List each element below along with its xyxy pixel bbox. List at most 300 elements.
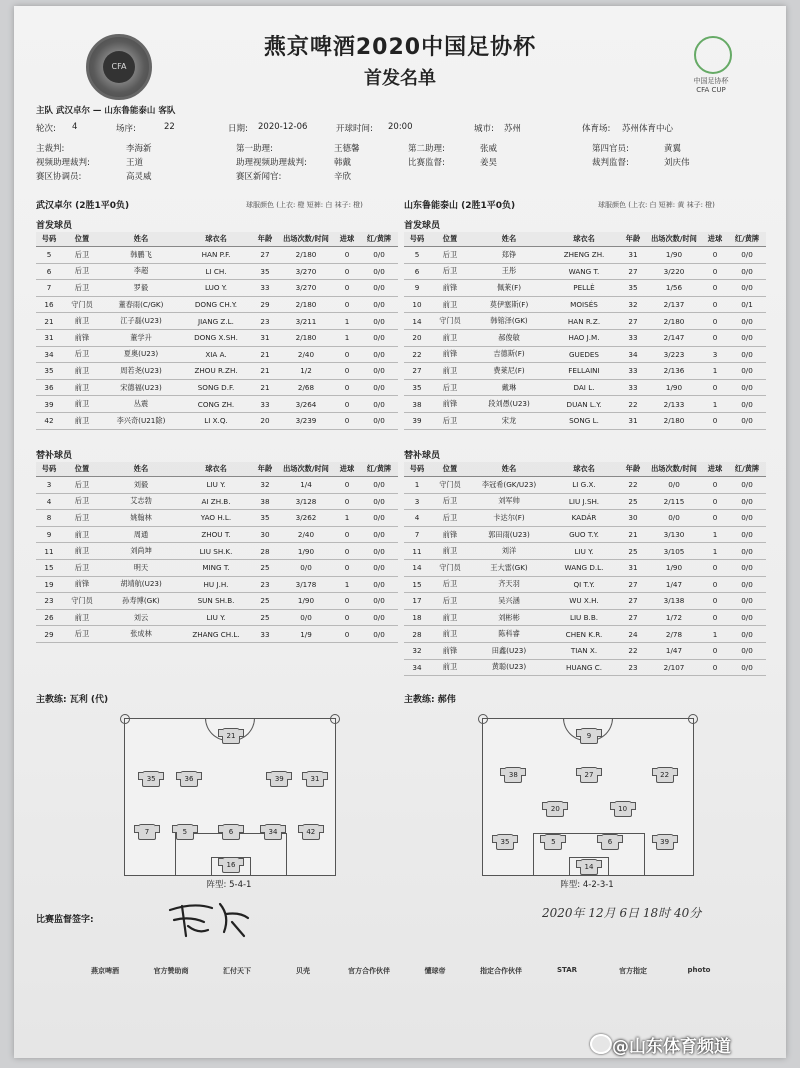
table-row [36,559,398,576]
player-age: 33 [620,379,646,396]
cards: 0/0 [728,379,766,396]
away-team-name: 山东鲁能泰山 (2胜1平0负) [404,201,516,211]
shirt-name: GUO T.Y. [548,526,620,543]
cards: 0/0 [728,526,766,543]
player-name: 宋德福(U23) [102,379,180,396]
player-position: 前卫 [62,313,102,330]
table-row [36,396,398,413]
appearances: 1/90 [278,593,334,610]
table-row [404,346,766,363]
column-header: 年龄 [252,462,278,477]
column-header: 姓名 [102,232,180,247]
player-position: 后卫 [62,626,102,643]
player-age: 33 [252,626,278,643]
player-position: 守门员 [62,593,102,610]
shirt-name: FELLAINI [548,363,620,380]
player-age: 35 [252,263,278,280]
player-position: 前卫 [62,609,102,626]
appearances: 0/0 [646,510,702,527]
column-header: 球衣名 [548,232,620,247]
table-row [404,280,766,297]
shirt-name: ZHOU R.ZH. [180,363,252,380]
home-formation-pitch [124,718,336,876]
player-age: 27 [620,576,646,593]
handwritten-signature [164,896,254,940]
table-row [404,543,766,560]
player-position: 前锋 [430,396,470,413]
official-role: 比赛监督: [408,158,445,168]
goals: 1 [334,329,360,346]
player-name: 佩莱(F) [470,280,548,297]
table-row [36,510,398,527]
table-row [36,526,398,543]
round-value: 4 [72,122,78,132]
goals: 0 [334,247,360,264]
appearances: 1/9 [278,626,334,643]
table-row [36,329,398,346]
shirt-name: ZHOU T. [180,526,252,543]
appearances: 3/130 [646,526,702,543]
player-number: 14 [404,559,430,576]
player-position: 前卫 [430,296,470,313]
shirt-name: QI T.Y. [548,576,620,593]
cards: 0/1 [728,296,766,313]
shirt-name: JIANG Z.L. [180,313,252,330]
appearances: 3/264 [278,396,334,413]
player-name: 黄聪(U23) [470,659,548,676]
player-number: 10 [404,296,430,313]
appearances: 1/72 [646,609,702,626]
player-age: 30 [252,526,278,543]
goals: 0 [334,396,360,413]
appearances: 0/0 [278,559,334,576]
sponsor-logo: 指定合作伙伴 [480,967,522,975]
player-position: 后卫 [62,559,102,576]
player-number: 20 [404,329,430,346]
player-number: 14 [404,313,430,330]
cards: 0/0 [728,543,766,560]
cards: 0/0 [728,626,766,643]
cards: 0/0 [360,280,398,297]
player-name: 刘军帅 [470,493,548,510]
date-value: 2020-12-06 [258,122,308,132]
shirt-name: DUAN L.Y. [548,396,620,413]
cards: 0/0 [360,313,398,330]
cards: 0/0 [728,559,766,576]
goals: 1 [702,363,728,380]
table-row [404,626,766,643]
player-position: 后卫 [62,247,102,264]
table-row [36,626,398,643]
player-position: 前卫 [430,543,470,560]
table-row [404,576,766,593]
player-name: 明天 [102,559,180,576]
appearances: 0/0 [646,477,702,494]
appearances: 2/78 [646,626,702,643]
player-position: 前卫 [430,659,470,676]
cards: 0/0 [728,593,766,610]
column-header: 出场次数/时间 [646,232,702,247]
cards: 0/0 [360,263,398,280]
appearances: 2/40 [278,346,334,363]
player-number: 4 [404,510,430,527]
appearances: 2/180 [646,313,702,330]
away-starters-label: 首发球员 [404,221,441,231]
player-shirt-icon: 14 [580,859,598,875]
player-age: 22 [620,477,646,494]
match-no-value: 22 [164,122,175,132]
sponsor-logo: 汇付天下 [223,967,251,975]
table-row [404,247,766,264]
player-name: 王彤 [470,263,548,280]
goals: 1 [334,313,360,330]
player-shirt-icon: 31 [306,771,324,787]
player-number: 6 [36,263,62,280]
official-role: 视频助理裁判: [36,158,90,168]
shirt-name: CONG ZH. [180,396,252,413]
player-name: 孙寿博(GK) [102,593,180,610]
shirt-name: SONG D.F. [180,379,252,396]
shirt-name: HUANG C. [548,659,620,676]
player-number: 27 [404,363,430,380]
table-row [404,396,766,413]
goals: 0 [334,593,360,610]
appearances: 1/90 [646,247,702,264]
player-position: 后卫 [430,247,470,264]
cards: 0/0 [360,559,398,576]
player-name: 李冠希(GK/U23) [470,477,548,494]
goals: 3 [702,346,728,363]
player-age: 31 [252,329,278,346]
player-age: 21 [252,363,278,380]
goals: 0 [334,263,360,280]
player-position: 后卫 [430,593,470,610]
cards: 0/0 [360,543,398,560]
player-name: 吉德斯(F) [470,346,548,363]
chinese-fa-logo-icon: CFA [86,34,152,100]
venue-value: 苏州体育中心 [622,124,674,134]
official-name: 刘庆伟 [664,158,690,168]
official-name: 辛欣 [334,172,352,182]
player-name: 罗毅 [102,280,180,297]
player-position: 前锋 [62,329,102,346]
goals: 1 [334,510,360,527]
away-coach: 主教练: 郝伟 [404,695,456,705]
column-header: 号码 [404,232,430,247]
player-number: 28 [404,626,430,643]
appearances: 1/2 [278,363,334,380]
player-shirt-icon: 38 [504,767,522,783]
appearances: 2/180 [278,296,334,313]
player-position: 前卫 [62,412,102,429]
cards: 0/0 [360,396,398,413]
goals: 0 [334,280,360,297]
player-position: 后卫 [430,576,470,593]
cards: 0/0 [360,510,398,527]
player-number: 9 [36,526,62,543]
goals: 1 [334,576,360,593]
column-header: 进球 [702,232,728,247]
kickoff-label: 开球时间: [336,124,373,134]
table-row [36,363,398,380]
player-position: 后卫 [62,263,102,280]
table-header-row [404,232,766,247]
home-formation: 阵型: 5-4-1 [206,880,252,890]
official-name: 黄翼 [664,144,682,154]
away-formation: 阵型: 4-2-3-1 [560,880,614,890]
player-position: 前卫 [430,609,470,626]
competition-title: 燕京啤酒2020中国足协杯 [263,35,537,60]
player-number: 23 [36,593,62,610]
player-number: 39 [36,396,62,413]
player-name: 段刘愚(U23) [470,396,548,413]
weibo-icon [590,1034,612,1054]
player-position: 前锋 [430,280,470,297]
player-age: 32 [620,296,646,313]
cards: 0/0 [360,329,398,346]
table-row [404,263,766,280]
column-header: 位置 [430,232,470,247]
table-row [404,296,766,313]
shirt-name: SONG L. [548,412,620,429]
table-row [404,313,766,330]
goals: 1 [702,543,728,560]
goals: 0 [334,363,360,380]
appearances: 2/180 [278,329,334,346]
table-row [36,346,398,363]
player-age: 27 [620,263,646,280]
player-number: 11 [404,543,430,560]
cards: 0/0 [728,412,766,429]
table-row [36,296,398,313]
player-number: 26 [36,609,62,626]
player-name: 郝俊敏 [470,329,548,346]
home-starters-table [36,232,398,430]
player-number: 6 [404,263,430,280]
player-name: 江子磊(U23) [102,313,180,330]
player-number: 5 [404,247,430,264]
official-name: 韩戴 [334,158,352,168]
match-no-label: 场序: [116,124,136,134]
player-name: 戴琳 [470,379,548,396]
cards: 0/0 [728,363,766,380]
table-row [404,609,766,626]
player-shirt-icon: 6 [601,834,619,850]
shirt-name: HAN P.F. [180,247,252,264]
sponsor-logo: 燕京啤酒 [91,967,119,975]
player-name: 田鑫(U23) [470,642,548,659]
appearances: 3/138 [646,593,702,610]
city-value: 苏州 [504,124,522,134]
official-role: 赛区新闻官: [236,172,282,182]
appearances: 3/178 [278,576,334,593]
cards: 0/0 [728,247,766,264]
appearances: 1/90 [278,543,334,560]
home-team-name: 武汉卓尔 (2胜1平0负) [36,201,130,211]
goals: 1 [702,526,728,543]
table-row [36,493,398,510]
player-age: 35 [620,280,646,297]
player-position: 后卫 [62,510,102,527]
appearances: 2/115 [646,493,702,510]
column-header: 位置 [62,462,102,477]
table-row [404,510,766,527]
player-shirt-icon: 36 [180,771,198,787]
player-age: 27 [620,593,646,610]
goals: 1 [702,626,728,643]
column-header: 年龄 [252,232,278,247]
player-number: 17 [404,593,430,610]
goals: 0 [702,559,728,576]
table-row [36,247,398,264]
player-age: 25 [252,593,278,610]
home-coach: 主教练: 瓦利 (代) [36,695,109,705]
goals: 0 [702,609,728,626]
player-age: 32 [252,477,278,494]
player-age: 25 [252,559,278,576]
official-name: 张威 [480,144,498,154]
player-position: 前卫 [62,526,102,543]
player-position: 后卫 [62,477,102,494]
column-header: 姓名 [470,232,548,247]
player-shirt-icon: 34 [264,824,282,840]
player-name: 李超 [102,263,180,280]
table-row [404,493,766,510]
official-role: 第四官员: [592,144,629,154]
goals: 0 [702,296,728,313]
away-subs-label: 替补球员 [404,451,441,461]
goals: 0 [334,543,360,560]
table-header-row [36,232,398,247]
sponsor-logo: STAR [556,966,578,974]
shirt-name: XIA A. [180,346,252,363]
appearances: 1/90 [646,559,702,576]
player-number: 15 [36,559,62,576]
column-header: 姓名 [102,462,180,477]
venue-label: 体育场: [582,124,611,134]
player-number: 9 [404,280,430,297]
player-age: 22 [620,396,646,413]
goals: 0 [702,593,728,610]
player-name: 姚翰林 [102,510,180,527]
appearances: 3/211 [278,313,334,330]
player-number: 19 [36,576,62,593]
column-header: 位置 [430,462,470,477]
player-number: 3 [404,493,430,510]
sponsor-bar [74,958,734,988]
player-number: 36 [36,379,62,396]
official-name: 王道 [126,158,144,168]
shirt-name: MING T. [180,559,252,576]
appearances: 3/128 [278,493,334,510]
appearances: 0/0 [278,609,334,626]
table-row [36,576,398,593]
column-header: 姓名 [470,462,548,477]
table-row [404,477,766,494]
sponsor-logo: 官方指定 [619,967,647,975]
signature-datetime: 2020年 12月 6日 18时 40分 [542,906,702,920]
player-name: 丛震 [102,396,180,413]
player-position: 前卫 [62,543,102,560]
shirt-name: LIU SH.K. [180,543,252,560]
official-role: 赛区协调员: [36,172,82,182]
player-name: 刘云 [102,609,180,626]
appearances: 3/270 [278,280,334,297]
shirt-name: ZHENG ZH. [548,247,620,264]
player-name: 夏奥(U23) [102,346,180,363]
player-name: 宋龙 [470,412,548,429]
player-name: 刘彬彬 [470,609,548,626]
table-row [36,263,398,280]
player-age: 38 [252,493,278,510]
player-position: 前卫 [430,363,470,380]
goals: 0 [702,493,728,510]
table-row [36,412,398,429]
player-position: 后卫 [430,412,470,429]
player-number: 42 [36,412,62,429]
player-name: 齐天羽 [470,576,548,593]
player-name: 莫伊塞斯(F) [470,296,548,313]
player-position: 后卫 [430,493,470,510]
shirt-name: MOISÉS [548,296,620,313]
cards: 0/0 [728,313,766,330]
player-age: 25 [252,609,278,626]
player-age: 29 [252,296,278,313]
shirt-name: SUN SH.B. [180,593,252,610]
player-number: 32 [404,642,430,659]
match-sheet [14,6,786,1058]
shirt-name: HAN R.Z. [548,313,620,330]
player-shirt-icon: 22 [656,767,674,783]
player-age: 30 [620,510,646,527]
player-shirt-icon: 16 [222,857,240,873]
player-name: 郑铮 [470,247,548,264]
shirt-name: DONG X.SH. [180,329,252,346]
table-row [404,659,766,676]
player-shirt-icon: 42 [302,824,320,840]
cards: 0/0 [728,510,766,527]
goals: 0 [702,576,728,593]
appearances: 1/56 [646,280,702,297]
cards: 0/0 [360,379,398,396]
goals: 0 [702,510,728,527]
home-subs-label: 替补球员 [36,451,73,461]
appearances: 2/137 [646,296,702,313]
player-shirt-icon: 9 [580,728,598,744]
player-number: 5 [36,247,62,264]
table-row [36,379,398,396]
cards: 0/0 [728,396,766,413]
player-age: 23 [620,659,646,676]
player-number: 3 [36,477,62,494]
round-label: 轮次: [36,124,56,134]
cards: 0/0 [360,477,398,494]
player-name: 艾志勃 [102,493,180,510]
shirt-name: HAO J.M. [548,329,620,346]
player-name: 卡达尔(F) [470,510,548,527]
player-name: 刘尚坤 [102,543,180,560]
column-header: 号码 [36,232,62,247]
player-age: 34 [620,346,646,363]
player-number: 35 [404,379,430,396]
cards: 0/0 [728,477,766,494]
column-header: 出场次数/时间 [278,462,334,477]
shirt-name: YAO H.L. [180,510,252,527]
appearances: 3/220 [646,263,702,280]
player-name: 周通 [102,526,180,543]
player-age: 31 [620,247,646,264]
column-header: 红/黄牌 [360,232,398,247]
